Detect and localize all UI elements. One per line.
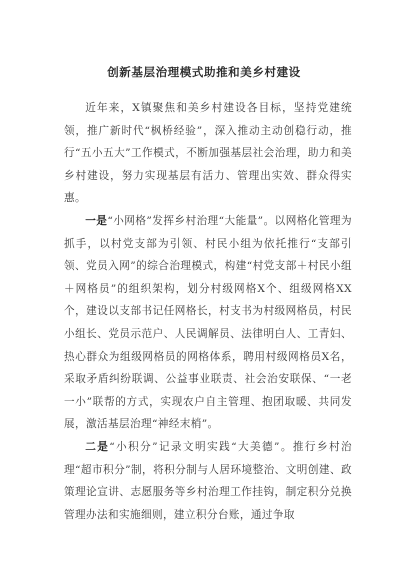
paragraph-intro-text: 近年来，X镇聚焦和美乡村建设各目标，坚持党建统领，推广新时代“枫桥经验”，深入推动主动创稳行动，推行“五小五大”工作模式，不断加强基层社会治理，助力和美乡村建设，努力实现基层有活力、管理出实效、群众得实惠。 xyxy=(64,102,352,205)
paragraph-point-two-text: “小积分”记录文明实践“大美德”。推行乡村治理“超市积分”制，将积分制与人居环境整治、文明创建、政策理论宣讲、志愿服务等乡村治理工作挂钩，制定积分兑换管理办法和实施细则，建立积分台账，通过争取 xyxy=(64,440,352,521)
paragraph-point-one xyxy=(64,210,352,436)
document-body xyxy=(64,97,352,526)
document-title: 创新基层治理模式助推和美乡村建设 xyxy=(107,65,301,79)
paragraph-point-two-lead: 二是 xyxy=(85,440,110,453)
paragraph-point-two xyxy=(64,436,352,526)
paragraph-point-one-lead: 一是 xyxy=(85,214,108,227)
paragraph-point-one-text: “小网格”发挥乡村治理“大能量”。以网格化管理为抓手，以村党支部为引领、村民小组为依托推行“支部引领、党员入网”的综合治理模式，构建“村党支部＋村民小组＋网格员”的组织架构，划分村级网格X个、组级网格XX个，建设以支部书记任网格长，村支书为村级网格员，村民小组长、党员示范户、人民调解员、法律明白人、工青妇、热心群众为组级网格员的网格体系，聘用村级网格员X名，采取矛盾纠纷联调、公益事业联责、社会治安联保、“一老一小”联帮的方式，实现农户自主管理、抱团取暖、共同发展，激活基层治理“神经末梢”。 xyxy=(64,214,352,431)
paragraph-intro xyxy=(64,97,352,210)
